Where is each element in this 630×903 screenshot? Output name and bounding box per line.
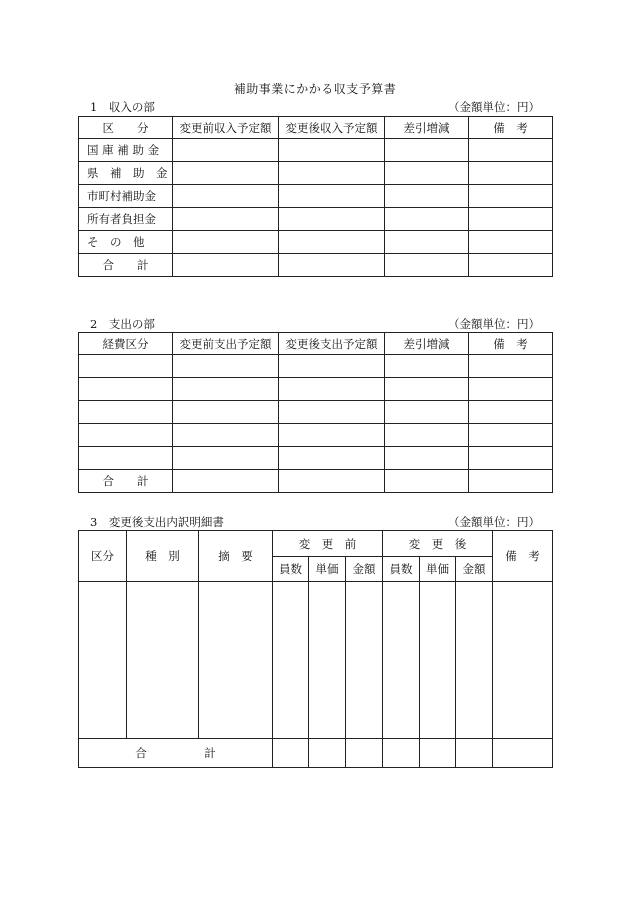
expense-cell[interactable] — [469, 424, 553, 447]
section2-unit-label: （金額単位：円） — [448, 317, 540, 331]
detail-cell[interactable] — [199, 582, 273, 739]
detail-cell[interactable] — [273, 739, 309, 768]
detail-cell[interactable] — [309, 739, 346, 768]
detail-cell[interactable] — [383, 739, 420, 768]
detail-header-biko: 備 考 — [493, 531, 553, 582]
expense-cell[interactable] — [469, 401, 553, 424]
expense-cell[interactable] — [279, 378, 385, 401]
detail-subheader-amount-before: 金額 — [346, 557, 383, 582]
expense-cell[interactable] — [79, 355, 173, 378]
detail-subheader-price-before: 単価 — [309, 557, 346, 582]
detail-cell[interactable] — [346, 739, 383, 768]
expense-cell[interactable] — [79, 424, 173, 447]
expense-cell[interactable] — [173, 447, 279, 470]
expense-cell[interactable] — [385, 424, 469, 447]
detail-header-before: 変 更 前 — [273, 531, 383, 557]
income-cell[interactable] — [469, 139, 553, 162]
income-cell[interactable] — [385, 162, 469, 185]
section1-heading: 1 収入の部 — [90, 100, 155, 114]
section3-heading: 3 変更後支出内訳明細書 — [90, 515, 224, 529]
detail-cell[interactable] — [383, 582, 420, 739]
detail-table — [78, 530, 553, 768]
expense-row — [79, 355, 553, 378]
income-header-category: 区 分 — [79, 117, 173, 139]
document-title: 補助事業にかかる収支予算書 — [233, 82, 397, 96]
income-row-label: 市町村補助金 — [79, 185, 173, 208]
expense-cell[interactable] — [279, 401, 385, 424]
expense-cell[interactable] — [173, 424, 279, 447]
section1-unit-label: （金額単位：円） — [448, 100, 540, 114]
income-cell[interactable] — [469, 254, 553, 277]
income-cell[interactable] — [385, 254, 469, 277]
income-cell[interactable] — [385, 139, 469, 162]
expense-cell[interactable] — [279, 355, 385, 378]
income-row-label: そ の 他 — [79, 231, 173, 254]
expense-table — [78, 332, 553, 493]
expense-cell[interactable] — [385, 401, 469, 424]
income-row-label: 国 庫 補 助 金 — [79, 139, 173, 162]
income-cell[interactable] — [173, 254, 279, 277]
detail-cell[interactable] — [309, 582, 346, 739]
income-header-row — [79, 117, 553, 139]
detail-header-row — [79, 531, 553, 557]
expense-total-row — [79, 470, 553, 493]
detail-cell[interactable] — [420, 739, 456, 768]
expense-cell[interactable] — [385, 355, 469, 378]
income-row — [79, 139, 553, 162]
expense-cell[interactable] — [469, 447, 553, 470]
income-cell[interactable] — [173, 162, 279, 185]
income-header-diff: 差引増減 — [385, 117, 469, 139]
income-table — [78, 116, 553, 277]
expense-cell[interactable] — [469, 355, 553, 378]
expense-cell[interactable] — [385, 447, 469, 470]
income-cell[interactable] — [385, 208, 469, 231]
income-cell[interactable] — [469, 208, 553, 231]
income-cell[interactable] — [279, 231, 385, 254]
expense-cell[interactable] — [79, 378, 173, 401]
detail-cell[interactable] — [420, 582, 456, 739]
expense-header-diff: 差引増減 — [385, 333, 469, 355]
detail-cell[interactable] — [456, 582, 493, 739]
detail-cell[interactable] — [493, 582, 553, 739]
detail-subheader-amount-after: 金額 — [456, 557, 493, 582]
income-cell[interactable] — [469, 185, 553, 208]
expense-header-category: 経費区分 — [79, 333, 173, 355]
expense-header-row — [79, 333, 553, 355]
expense-cell[interactable] — [469, 470, 553, 493]
income-cell[interactable] — [279, 254, 385, 277]
expense-cell[interactable] — [173, 355, 279, 378]
detail-cell[interactable] — [346, 582, 383, 739]
income-total-label: 合 計 — [79, 254, 173, 277]
expense-row — [79, 424, 553, 447]
section3-unit-label: （金額単位：円） — [448, 515, 540, 529]
expense-cell[interactable] — [469, 378, 553, 401]
income-header-notes: 備 考 — [469, 117, 553, 139]
expense-header-notes: 備 考 — [469, 333, 553, 355]
expense-header-after: 変更後支出予定額 — [279, 333, 385, 355]
expense-cell[interactable] — [173, 470, 279, 493]
income-cell[interactable] — [279, 139, 385, 162]
detail-subheader-count-before: 員数 — [273, 557, 309, 582]
detail-cell[interactable] — [127, 582, 199, 739]
income-cell[interactable] — [279, 162, 385, 185]
detail-cell[interactable] — [79, 582, 127, 739]
income-header-before: 変更前収入予定額 — [173, 117, 279, 139]
income-cell[interactable] — [385, 185, 469, 208]
income-row-label: 所有者負担金 — [79, 208, 173, 231]
detail-cell[interactable] — [456, 739, 493, 768]
income-row — [79, 162, 553, 185]
expense-cell[interactable] — [279, 424, 385, 447]
expense-total-label: 合 計 — [79, 470, 173, 493]
income-row — [79, 231, 553, 254]
expense-cell[interactable] — [279, 447, 385, 470]
detail-subheader-price-after: 単価 — [420, 557, 456, 582]
detail-cell[interactable] — [493, 739, 553, 768]
income-cell[interactable] — [173, 208, 279, 231]
expense-cell[interactable] — [173, 401, 279, 424]
income-cell[interactable] — [279, 208, 385, 231]
expense-row — [79, 401, 553, 424]
section2-heading: 2 支出の部 — [90, 317, 155, 331]
income-cell[interactable] — [173, 185, 279, 208]
income-cell[interactable] — [469, 162, 553, 185]
income-cell[interactable] — [173, 139, 279, 162]
income-cell[interactable] — [469, 231, 553, 254]
expense-cell[interactable] — [279, 470, 385, 493]
expense-row — [79, 447, 553, 470]
detail-total-row — [79, 739, 553, 768]
expense-cell[interactable] — [385, 470, 469, 493]
income-header-after: 変更後収入予定額 — [279, 117, 385, 139]
income-cell[interactable] — [279, 185, 385, 208]
expense-cell[interactable] — [173, 378, 279, 401]
expense-cell[interactable] — [79, 401, 173, 424]
detail-header-shubetsu: 種 別 — [127, 531, 199, 582]
detail-header-after: 変 更 後 — [383, 531, 493, 557]
income-row — [79, 185, 553, 208]
income-cell[interactable] — [173, 231, 279, 254]
income-cell[interactable] — [385, 231, 469, 254]
detail-cell[interactable] — [273, 582, 309, 739]
detail-total-label: 合 計 — [79, 739, 273, 768]
detail-subheader-count-after: 員数 — [383, 557, 420, 582]
expense-header-before: 変更前支出予定額 — [173, 333, 279, 355]
income-row-label: 県 補 助 金 — [79, 162, 173, 185]
expense-cell[interactable] — [79, 447, 173, 470]
detail-body-row — [79, 582, 553, 739]
expense-cell[interactable] — [385, 378, 469, 401]
detail-header-kubun: 区分 — [79, 531, 127, 582]
expense-row — [79, 378, 553, 401]
income-row — [79, 208, 553, 231]
detail-header-tekiyo: 摘 要 — [199, 531, 273, 582]
income-total-row — [79, 254, 553, 277]
